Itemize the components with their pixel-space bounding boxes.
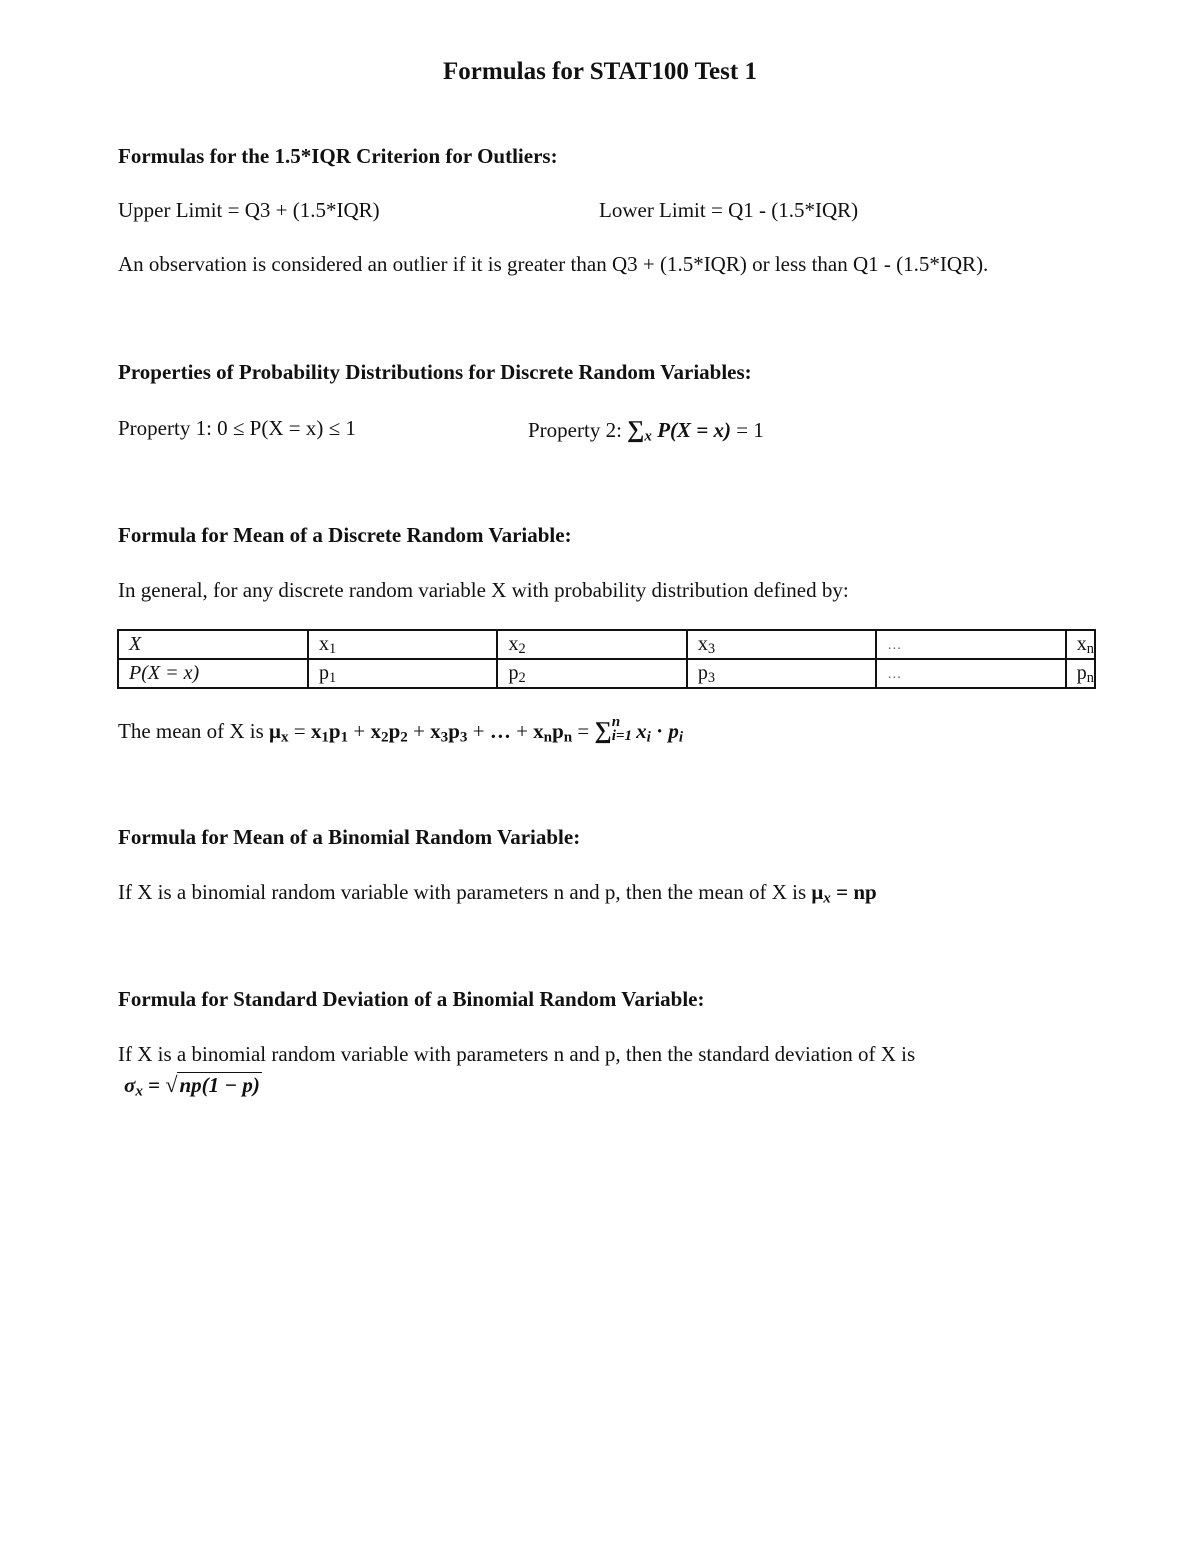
property-2-label: Property 2:	[528, 418, 622, 442]
sigma-symbol: σ	[124, 1073, 136, 1097]
probability-distribution-table	[117, 629, 1096, 689]
outlier-rule-text: An observation is considered an outlier if it is greater than Q3 + (1.5*IQR) or less than Q1 - (1.5*IQR).	[118, 252, 989, 276]
mu-symbol: μ	[269, 719, 281, 744]
mean-prefix: The mean of X is	[118, 719, 270, 744]
properties-heading: Properties of Probability Distributions for Discrete Random Variables:	[118, 360, 752, 384]
binomial-mean-line: If X is a binomial random variable with parameters n and p, then the mean of X is $\mu_x$ = np	[118, 880, 877, 907]
ellipsis: …	[887, 638, 903, 653]
distribution-intro-text: In general, for any discrete random variable X with probability distribution defined by:	[118, 578, 849, 602]
table-cell: $p_1$	[308, 659, 497, 688]
probability-expression: P(X = x)	[657, 418, 731, 442]
table-cell: $x_n$	[1066, 630, 1095, 659]
table-cell: $p_3$	[687, 659, 876, 688]
table-row-x	[118, 630, 1095, 659]
sum-symbol: ∑	[627, 416, 645, 443]
ellipsis: …	[887, 667, 903, 682]
table-cell-x-header: X	[118, 630, 308, 659]
lower-limit-formula: Lower Limit = Q1 - (1.5*IQR)	[599, 198, 859, 222]
binomial-sd-formula: $\sigma_x = √np(1 - p)$	[124, 1072, 260, 1100]
mean-binomial-heading: Formula for Mean of a Binomial Random Variable:	[118, 825, 581, 849]
sum-subscript: x	[644, 428, 652, 445]
summation-symbol: ∑	[594, 717, 612, 745]
radical-sign: √	[165, 1072, 178, 1097]
page-title: Formulas for STAT100 Test 1	[443, 58, 757, 85]
table-cell: $p_n$	[1066, 659, 1095, 688]
square-root	[165, 1072, 262, 1098]
table-cell: $x_2$	[497, 630, 686, 659]
mean-discrete-heading: Formula for Mean of a Discrete Random Variable:	[118, 523, 572, 547]
iqr-heading: Formulas for the 1.5*IQR Criterion for Outliers:	[118, 144, 558, 168]
table-cell	[876, 659, 1065, 688]
table-row-p	[118, 659, 1095, 688]
mean-formula-line: The mean of X is $\mu_x = x_1p_1 + x_2p_2 + x_3p_3$ + … + $x_np_n$ = ∑ n i=1 $x_i \cdot p_i$	[118, 714, 684, 746]
property-2-text	[528, 416, 764, 444]
table-cell-p-header: P(X = x)	[118, 659, 308, 688]
mu-symbol: μ	[811, 880, 824, 904]
binomial-sd-text: If X is a binomial random variable with parameters n and p, then the standard deviation of X is	[118, 1042, 916, 1066]
sd-binomial-heading: Formula for Standard Deviation of a Binomial Random Variable:	[118, 987, 705, 1011]
radicand: np(1 − p)	[179, 1073, 260, 1097]
table-cell: $x_3$	[687, 630, 876, 659]
table-cell: $x_1$	[308, 630, 497, 659]
upper-limit-formula: Upper Limit = Q3 + (1.5*IQR)	[118, 198, 380, 222]
property-2-rhs: = 1	[730, 418, 764, 442]
table-cell: $p_2$	[497, 659, 686, 688]
table-cell	[876, 630, 1065, 659]
property-1-text: Property 1: 0 ≤ P(X = x) ≤ 1	[118, 416, 356, 440]
